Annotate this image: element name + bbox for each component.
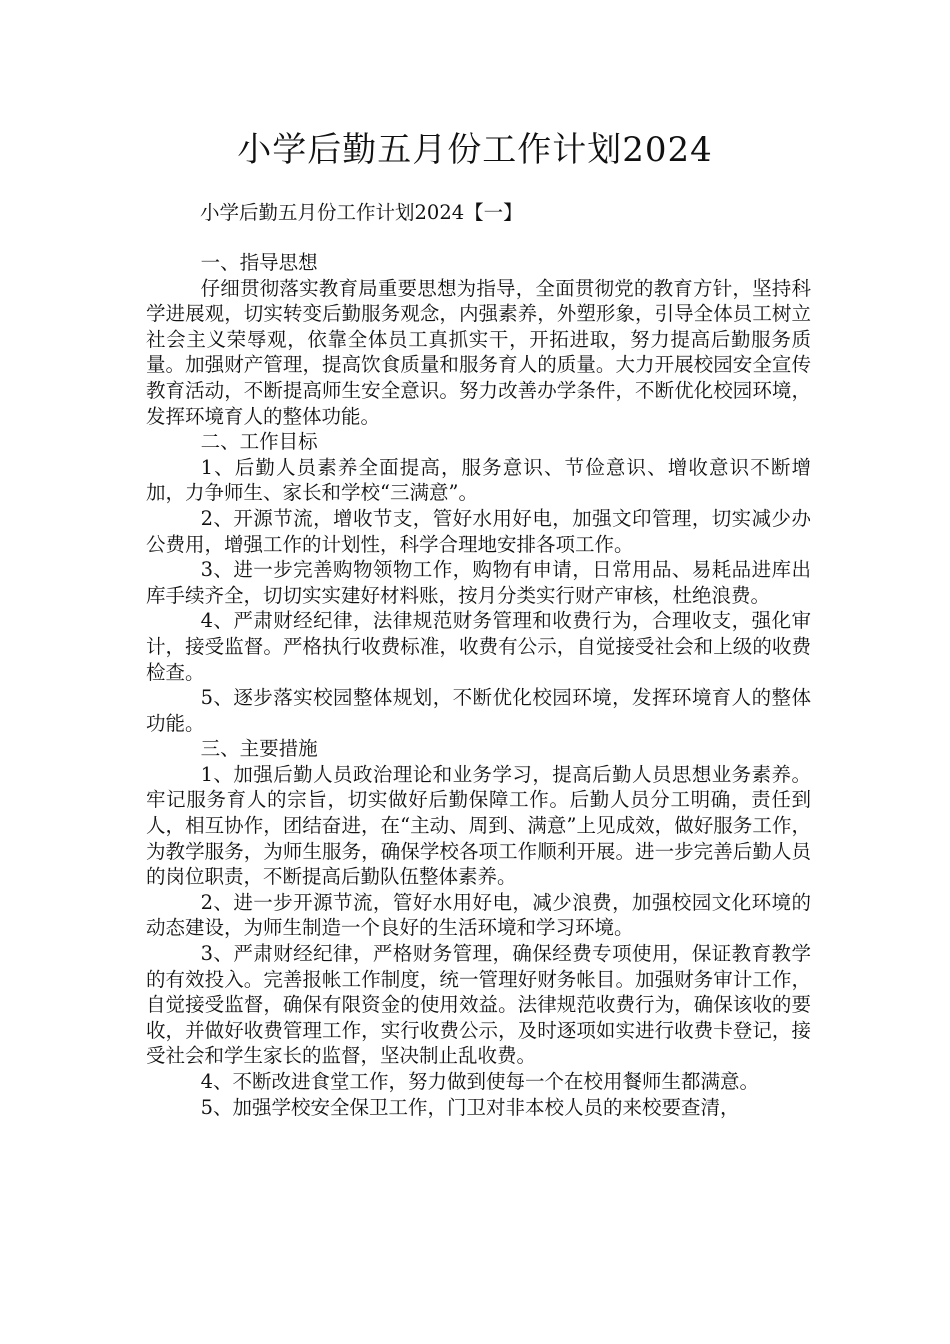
paragraph: 2、进一步开源节流，管好水用好电，减少浪费，加强校园文化环境的动态建设，为师生制造一个良好的生活环境和学习环境。 [146, 890, 811, 940]
paragraph: 仔细贯彻落实教育局重要思想为指导，全面贯彻党的教育方针，坚持科学进展观，切实转变后勤服务观念，内强素养，外塑形象，引导全体员工树立社会主义荣辱观，依靠全体员工真抓实干，开拓进取，努力提高后勤服务质量。加强财产管理，提高饮食质量和服务育人的质量。大力开展校园安全宣传教育活动，不断提高师生安全意识。努力改善办学条件，不断优化校园环境，发挥环境育人的整体功能。 [146, 276, 811, 428]
paragraph: 4、严肃财经纪律，法律规范财务管理和收费行为，合理收支，强化审计，接受监督。严格执行收费标准，收费有公示，自觉接受社会和上级的收费检查。 [146, 609, 811, 684]
section-heading-guiding-ideology: 一、指导思想 [200, 251, 318, 274]
paragraph: 1、后勤人员素养全面提高，服务意识、节俭意识、增收意识不断增加，力争师生、家长和学校“三满意”。 [146, 455, 811, 505]
document-title: 小学后勤五月份工作计划2024 [237, 130, 713, 170]
document-body [146, 250, 811, 1120]
paragraph: 5、加强学校安全保卫工作，门卫对非本校人员的来校要查清， [200, 1095, 740, 1119]
section-heading-work-goals: 二、工作目标 [200, 430, 318, 454]
paragraph: 5、逐步落实校园整体规划，不断优化校园环境，发挥环境育人的整体功能。 [146, 686, 811, 735]
paragraph: 3、严肃财经纪律，严格财务管理，确保经费专项使用，保证教育教学的有效投入。完善报帐工作制度，统一管理好财务帐目。加强财务审计工作，自觉接受监督，确保有限资金的使用效益。法律规范收费行为，确保该收的要收，并做好收费管理工作，实行收费公示，及时逐项如实进行收费卡登记，接受社会和学生家长的监督，坚决制止乱收费。 [146, 942, 811, 1068]
paragraph: 4、不断改进食堂工作，努力做到使每一个在校用餐师生都满意。 [200, 1070, 760, 1093]
section-heading-main-measures: 三、主要措施 [200, 737, 318, 761]
paragraph: 3、进一步完善购物领物工作，购物有申请，日常用品、易耗品进库出库手续齐全，切切实实建好材料账，按月分类实行财产审核，杜绝浪费。 [146, 558, 811, 607]
paragraph: 1、加强后勤人员政治理论和业务学习，提高后勤人员思想业务素养。牢记服务育人的宗旨，切实做好后勤保障工作。后勤人员分工明确，责任到人，相互协作，团结奋进，在“主动、周到、满意”上见成效，做好服务工作，为教学服务，为师生服务，确保学校各项工作顺利开展。进一步完善后勤人员的岗位职责，不断提高后勤队伍整体素养。 [146, 762, 811, 889]
document-subtitle: 小学后勤五月份工作计划2024【一】 [200, 201, 523, 224]
paragraph: 2、开源节流，增收节支，管好水用好电，加强文印管理，切实减少办公费用，增强工作的计划性，科学合理地安排各项工作。 [146, 506, 811, 556]
